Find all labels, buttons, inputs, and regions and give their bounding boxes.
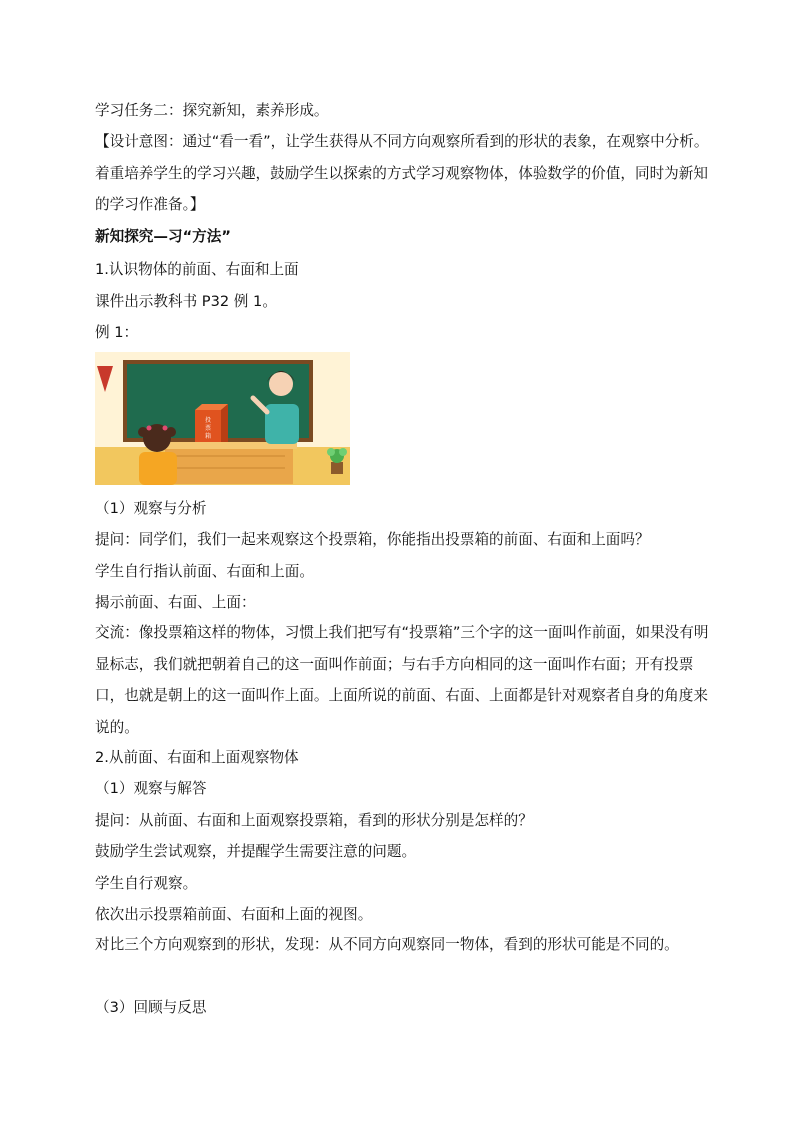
compare-paragraph: 对比三个方向观察到的形状，发现：从不同方向观察同一物体，看到的形状可能是不同的。 <box>95 936 679 953</box>
student-response2: 学生自行观察。 <box>95 875 198 892</box>
ballot-box-illustration <box>95 352 350 485</box>
sub2-heading: （1）观察与解答 <box>95 780 207 797</box>
item1-title: 1.认识物体的前面、右面和上面 <box>95 261 299 278</box>
svg-text:箱: 箱 <box>204 433 212 440</box>
sub1-heading: （1）观察与分析 <box>95 500 207 517</box>
ballot-box <box>195 404 228 448</box>
svg-text:票: 票 <box>204 425 212 432</box>
sub3-heading: （3）回顾与反思 <box>95 999 207 1016</box>
student-figure <box>138 424 177 485</box>
ballot-box-label: 投 <box>204 417 212 424</box>
item2-title: 2.从前面、右面和上面观察物体 <box>95 749 299 766</box>
question2: 提问：从前面、右面和上面观察投票箱，看到的形状分别是怎样的？ <box>95 812 533 829</box>
question1: 提问：同学们，我们一起来观察这个投票箱，你能指出投票箱的前面、右面和上面吗？ <box>95 531 650 548</box>
reveal-line: 揭示前面、右面、上面： <box>95 594 256 611</box>
exchange-paragraph: 交流：像投票箱这样的物体，习惯上我们把写有“投票箱”三个字的这一面叫作前面，如果没有明显标志，我们就把朝着自己的这一面叫作前面；与右手方向相同的这一面叫作右面；开有投票口，也就是朝上的这一面叫作上面。上面所说的前面、右面、上面都是针对观察者自身的角度来说的。 <box>95 624 709 736</box>
show-views-line: 依次出示投票箱前面、右面和上面的视图。 <box>95 906 373 923</box>
design-intent: 【设计意图：通过“看一看”，让学生获得从不同方向观察所看到的形状的表象，在观察中分析。着重培养学生的学习兴趣，鼓励学生以探索的方式学习观察物体，体验数学的价值，同时为新知的学习作准备。】 <box>95 133 709 213</box>
task-title: 学习任务二：探究新知，素养形成。 <box>95 102 329 119</box>
courseware-note: 课件出示教科书 P32 例 1。 <box>95 293 277 310</box>
encourage-line: 鼓励学生尝试观察，并提醒学生需要注意的问题。 <box>95 843 417 860</box>
example-label: 例 1： <box>95 324 139 341</box>
student-response1: 学生自行指认前面、右面和上面。 <box>95 563 314 580</box>
section-title: 新知探究—习“方法” <box>95 228 231 245</box>
